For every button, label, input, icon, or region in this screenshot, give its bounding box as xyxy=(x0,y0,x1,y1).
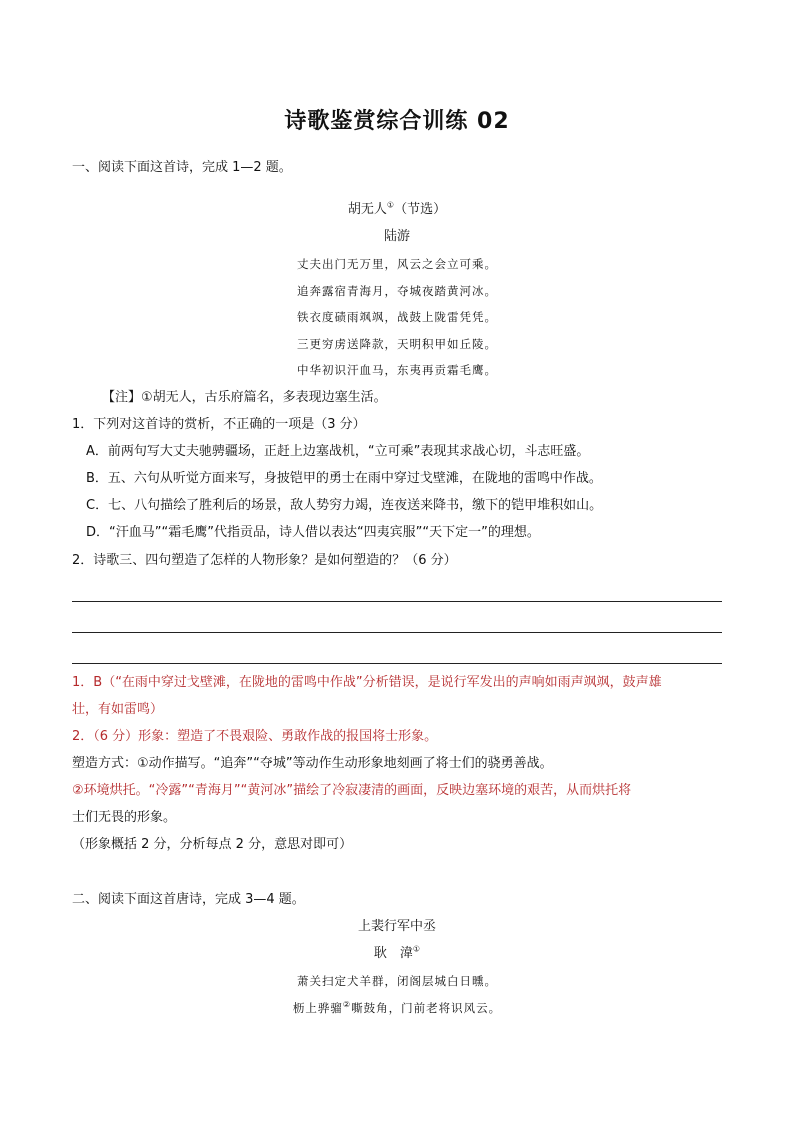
poem2-line2-b: 嘶鼓角，门前老将识风云。 xyxy=(351,1001,502,1015)
poem1-line: 追奔露宿青海月，夺城夜踏黄河冰。 xyxy=(297,284,497,298)
question-1-option-d: D．“汗血马”“霜毛鹰”代指贡品，诗人借以表达“四夷宾服”“天下定一”的理想。 xyxy=(86,525,540,540)
poem2-author-name: 耿 湋 xyxy=(373,946,413,961)
poem2-author xyxy=(0,944,794,964)
answer-line xyxy=(72,632,722,633)
poem1-line: 丈夫出门无万里，风云之会立可乘。 xyxy=(297,257,497,271)
answer-2-line3: ②环境烘托。“冷露”“青海月”“黄河冰”描绘了冷寂凄清的画面，反映边塞环境的艰苦，从而烘托将 xyxy=(72,783,632,798)
answer-2-line1: 2．（6 分）形象：塑造了不畏艰险、勇敢作战的报国将士形象。 xyxy=(72,729,438,744)
poem2-author-note-mark: ① xyxy=(412,944,421,954)
answer-line xyxy=(72,663,722,664)
poem2-title: 上裴行军中丞 xyxy=(357,919,436,934)
poem1-note-mark: ① xyxy=(386,200,395,210)
question-1-option-c: C．七、八句描绘了胜利后的场景，敌人势穷力竭，连夜送来降书，缴下的铠甲堆积如山。 xyxy=(86,498,603,513)
section2-heading: 二、阅读下面这首唐诗，完成 3—4 题。 xyxy=(72,892,305,907)
poem2-note-mark: ② xyxy=(342,1000,352,1010)
poem1-line: 三更穷虏送降款，天明积甲如丘陵。 xyxy=(297,337,497,351)
poem1-note: 【注】①胡无人，古乐府篇名，多表现边塞生活。 xyxy=(102,390,387,405)
answer-line xyxy=(72,601,722,602)
answer-1-line2: 壮，有如雷鸣） xyxy=(72,702,164,717)
question-1-stem: 1．下列对这首诗的赏析，不正确的一项是（3 分） xyxy=(72,417,366,432)
poem1-title-text: 胡无人 xyxy=(347,202,387,217)
poem1-line: 铁衣度碛雨飒飒，战鼓上陇雷凭凭。 xyxy=(297,310,497,324)
poem1-title-suffix: （节选） xyxy=(394,202,447,217)
poem2-line2-a: 枥上骅骝 xyxy=(292,1001,343,1015)
answer-1-line1: 1．B（“在雨中穿过戈壁滩，在陇地的雷鸣中作战”分析错误，是说行军发出的声响如雨声飒飒，鼓声雄 xyxy=(72,675,662,690)
answer-2-line5: （形象概括 2 分，分析每点 2 分，意思对即可） xyxy=(72,837,353,852)
poem1-line: 中华初识汗血马，东夷再贡霜毛鹰。 xyxy=(297,363,497,377)
answer-2-line2: 塑造方式：①动作描写。“追奔”“夺城”等动作生动形象地刻画了将士们的骁勇善战。 xyxy=(72,756,553,771)
question-1-option-a: A．前两句写大丈夫驰骋疆场，正赶上边塞战机，“立可乘”表现其求战心切，斗志旺盛。 xyxy=(86,444,590,459)
section1-heading: 一、阅读下面这首诗，完成 1—2 题。 xyxy=(72,160,292,175)
poem2-line: 萧关扫定犬羊群，闭阁层城白日曛。 xyxy=(297,974,497,988)
page-title: 诗歌鉴赏综合训练 02 xyxy=(284,109,510,134)
question-1-option-b: B．五、六句从听觉方面来写，身披铠甲的勇士在雨中穿过戈壁滩，在陇地的雷鸣中作战。 xyxy=(86,471,602,486)
answer-2-line4: 士们无畏的形象。 xyxy=(72,810,177,825)
question-2-stem: 2．诗歌三、四句塑造了怎样的人物形象？是如何塑造的？（6 分） xyxy=(72,553,457,568)
poem2-line xyxy=(0,998,794,1018)
poem1-author: 陆游 xyxy=(383,229,410,244)
poem1-title xyxy=(0,200,794,220)
